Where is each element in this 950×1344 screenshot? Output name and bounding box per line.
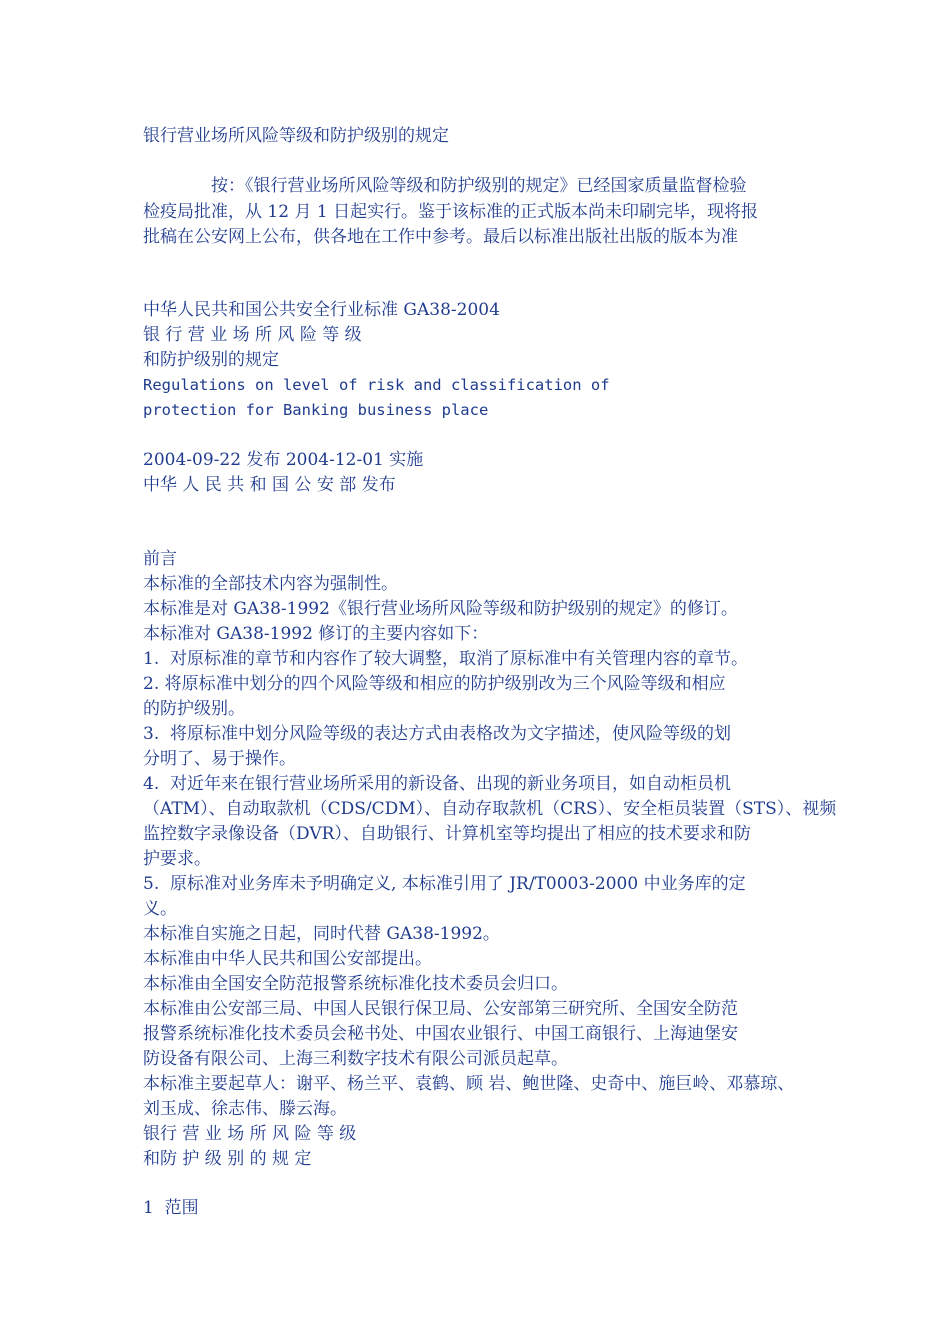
note-line-1: 按：《银行营业场所风险等级和防护级别的规定》已经国家质量监督检验: [143, 176, 747, 196]
foreword-line: 5. 原标准对业务库未予明确定义, 本标准引用了 JR/T0003-2000 中业务库的定: [143, 874, 746, 894]
standard-name-line-2: 和防护级别的规定: [143, 350, 279, 370]
foreword-line: 本标准对 GA38-1992 修订的主要内容如下：: [143, 624, 489, 644]
standard-dates: 2004-09-22 发布 2004-12-01 实施: [143, 450, 424, 470]
standard-name-line-1: 银 行 营 业 场 所 风 险 等 级: [143, 325, 362, 345]
body-title-line-2: 和防 护 级 别 的 规 定: [143, 1149, 312, 1169]
foreword-line: 本标准是对 GA38-1992《银行营业场所风险等级和防护级别的规定》的修订。: [143, 599, 738, 619]
foreword-line: 防设备有限公司、上海三利数字技术有限公司派员起草。: [143, 1049, 568, 1069]
foreword-line: 的防护级别。: [143, 699, 245, 719]
foreword-line: 本标准自实施之日起，同时代替 GA38-1992。: [143, 924, 500, 944]
foreword-line: 本标准由全国安全防范报警系统标准化技术委员会归口。: [143, 974, 568, 994]
standard-code-line: 中华人民共和国公共安全行业标准 GA38-2004: [143, 300, 500, 320]
section-1-heading: 1 范围: [143, 1198, 199, 1218]
note-line-2: 检疫局批准，从 12 月 1 日起实行。鉴于该标准的正式版本尚未印刷完毕，现将报: [143, 202, 759, 222]
foreword-line: 本标准主要起草人：谢平、杨兰平、袁鹤、顾 岩、鲍世隆、史奇中、施巨岭、邓慕琼、: [143, 1074, 795, 1094]
foreword-line: 3. 将原标准中划分风险等级的表达方式由表格改为文字描述，使风险等级的划: [143, 724, 732, 744]
standard-english-title-line-1: Regulations on level of risk and classification of: [143, 376, 610, 394]
foreword-line: 本标准由中华人民共和国公安部提出。: [143, 949, 432, 969]
foreword-line: 1. 对原标准的章节和内容作了较大调整，取消了原标准中有关管理内容的章节。: [143, 649, 749, 669]
foreword-line: 报警系统标准化技术委员会秘书处、中国农业银行、中国工商银行、上海迪堡安: [143, 1024, 738, 1044]
foreword-line: 监控数字录像设备（DVR）、自助银行、计算机室等均提出了相应的技术要求和防: [143, 824, 751, 844]
document-title: 银行营业场所风险等级和防护级别的规定: [143, 126, 449, 146]
foreword-line: 义。: [143, 899, 177, 919]
foreword-line: 分明了、易于操作。: [143, 749, 296, 769]
note-line-3: 批稿在公安网上公布，供各地在工作中参考。最后以标准出版社出版的版本为准: [143, 227, 738, 247]
foreword-line: 本标准由公安部三局、中国人民银行保卫局、公安部第三研究所、全国安全防范: [143, 999, 738, 1019]
foreword-line: 护要求。: [143, 849, 211, 869]
body-title-line-1: 银行 营 业 场 所 风 险 等 级: [143, 1124, 357, 1144]
foreword-line: 本标准的全部技术内容为强制性。: [143, 574, 398, 594]
standard-english-title-line-2: protection for Banking business place: [143, 401, 489, 419]
foreword-line: 4. 对近年来在银行营业场所采用的新设备、出现的新业务项目，如自动柜员机: [143, 774, 732, 794]
standard-issuer: 中华 人 民 共 和 国 公 安 部 发布: [143, 475, 396, 495]
foreword-heading: 前言: [143, 549, 177, 569]
foreword-line: 2. 将原标准中划分的四个风险等级和相应的防护级别改为三个风险等级和相应: [143, 674, 726, 694]
foreword-line: 刘玉成、徐志伟、滕云海。: [143, 1099, 347, 1119]
foreword-line: （ATM）、自动取款机（CDS/CDM）、自动存取款机（CRS）、安全柜员装置（STS）、视频: [143, 799, 837, 819]
